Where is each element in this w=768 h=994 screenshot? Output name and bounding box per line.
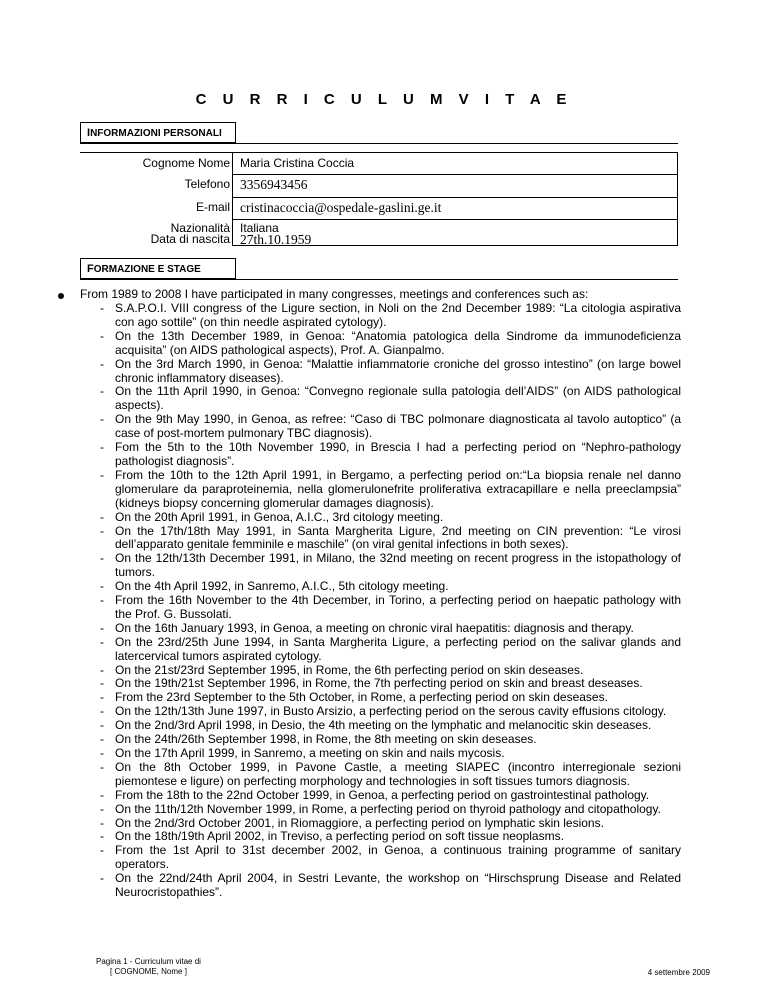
intro-text: From 1989 to 2008 I have participated in many congresses, meetings and conferences such as: [80,287,589,301]
list-item: - On the 18th/19th April 2002, in Treviso, a perfecting period on soft tissue neoplasms. [115,830,681,844]
footer-name-placeholder: [ COGNOME, Nome ] [110,967,187,976]
table-row-divider [232,197,678,198]
phone-label: Telefono [184,177,230,191]
footer-date: 4 settembre 2009 [647,968,710,977]
list-item: - On the 12th/13th December 1991, in Milano, the 32nd meeting on recent progress in the istopathology of tumors. [115,552,681,580]
list-item: - On the 23rd/25th June 1994, in Santa Margherita Ligure, a perfecting period on the salivar glands and latercervical tumors aspirated cytology. [115,636,681,664]
nationality-value: Italiana [240,221,279,235]
email-label: E-mail [195,200,230,214]
name-value: Maria Cristina Coccia [240,156,355,170]
table-border [677,152,678,246]
list-item: - On the 24th/26th September 1998, in Rome, the 8th meeting on skin deseases. [115,733,681,747]
phone-value: 3356943456 [240,177,308,192]
list-item: - On the 2nd/3rd April 1998, in Desio, the 4th meeting on the lymphatic and melanocitic skin deseases. [115,719,681,733]
email-value[interactable]: cristinacoccia@ospedale-gaslini.ge.it [240,200,442,215]
table-border [80,152,678,153]
list-item: - On the 3rd March 1990, in Genoa: “Malattie infiammatorie croniche del grosso intestino” (on large bowel chronic inflammatory diseases). [115,358,681,386]
list-item: - From the 1st April to 31st december 2002, in Genoa, a continuous training programme of sanitary operators. [115,844,681,872]
list-item: - On the 2nd/3rd October 2001, in Riomaggiore, a perfecting period on lymphatic skin lesions. [115,817,681,831]
section-heading-personal: INFORMAZIONI PERSONALI [80,122,236,143]
bullet-icon [58,293,64,299]
list-item: - S.A.P.O.I. VIII congress of the Ligure section, in Noli on the 2nd December 1989: “La citologia aspirativa con ago sottile” (on thin needle aspirated cytology). [115,302,681,330]
section-divider [80,279,678,280]
table-row-divider [232,174,678,175]
list-item: - On the 9th May 1990, in Genoa, as refree: “Caso di TBC polmonare diagnosticata al tavolo autoptico” (a case of post-mortem pulmonary TBC diagnosis). [115,413,681,441]
list-item: - On the 19th/21st September 1996, in Rome, the 7th perfecting period on skin and breast deseases. [115,677,681,691]
list-item: - From the 16th November to the 4th December, in Torino, a perfecting period on haepatic pathology with the Prof. G. Bussolati. [115,594,681,622]
list-item: - On the 21st/23rd September 1995, in Rome, the 6th perfecting period on skin deseases. [115,664,681,678]
list-item: - Fom the 5th to the 10th November 1990, in Brescia I had a perfecting period on “Nephro-pathology pathologist diagnosis”. [115,441,681,469]
list-item: - On the 20th April 1991, in Genoa, A.I.C., 3rd citology meeting. [115,511,681,525]
list-item: - On the 17th/18th May 1991, in Santa Margherita Ligure, 2nd meeting on CIN prevention: “Le virosi dell’apparato genitale femminile e maschile” (on viral genital infections in both sexes). [115,525,681,553]
list-item: - From the 23rd September to the 5th October, in Rome, a perfecting period on skin deseases. [115,691,681,705]
list-item: - On the 4th April 1992, in Sanremo, A.I.C., 5th citology meeting. [115,580,681,594]
list-item: - On the 13th December 1989, in Genoa: “Anatomia patologica della Sindrome da immunodeficienza acquisita” (on AIDS pathological aspects), Prof. A. Gianpalmo. [115,330,681,358]
events-list [115,302,681,900]
list-item: - On the 11th/12th November 1999, in Rome, a perfecting period on thyroid pathology and citopathology. [115,803,681,817]
nationality-label: Nazionalità [170,221,230,235]
list-item: - On the 16th January 1993, in Genoa, a meeting on chronic viral haepatitis: diagnosis and therapy. [115,622,681,636]
section-heading-training: FORMAZIONE E STAGE [80,258,236,279]
table-row-divider [232,219,678,220]
document-title: C U R R I C U L U M V I T A E [195,91,573,108]
list-item: - From the 18th to the 22nd October 1999, in Genoa, a perfecting period on gastrointestinal pathology. [115,789,681,803]
list-item: - On the 22nd/24th April 2004, in Sestri Levante, the workshop on “Hirschsprung Disease and Related Neurocristopathies”. [115,872,681,900]
footer-left [96,957,201,977]
list-item: - On the 11th April 1990, in Genoa: “Convegno regionale sulla patologia dell’AIDS” (on AIDS pathological aspects). [115,385,681,413]
birth-label: Data di nascita [150,232,230,246]
name-label: Cognome Nome [142,156,230,170]
list-item: - On the 17th April 1999, in Sanremo, a meeting on skin and nails mycosis. [115,747,681,761]
table-divider [232,152,233,246]
list-item: - On the 12th/13th June 1997, in Busto Arsizio, a perfecting period on the serous cavity effusions citology. [115,705,681,719]
birth-value: 27th.10.1959 [240,232,312,247]
list-item: - On the 8th October 1999, in Pavone Castle, a meeting SIAPEC (incontro interregionale sezioni piemontese e ligure) on perfecting morphology and technologies in soft tissues tumors diagnosis. [115,761,681,789]
list-item: - From the 10th to the 12th April 1991, in Bergamo, a perfecting period on:“La biopsia renale nel danno glomerulare da paraproteinemia, nella glomerulonefrite proliferativa extracapillare e nella preeclampsia” (kidneys biopsy concerning glomerular damages diagnosis). [115,469,681,511]
footer-page-label: Pagina 1 - Curriculum vitae di [96,957,201,966]
section-divider [80,143,678,144]
